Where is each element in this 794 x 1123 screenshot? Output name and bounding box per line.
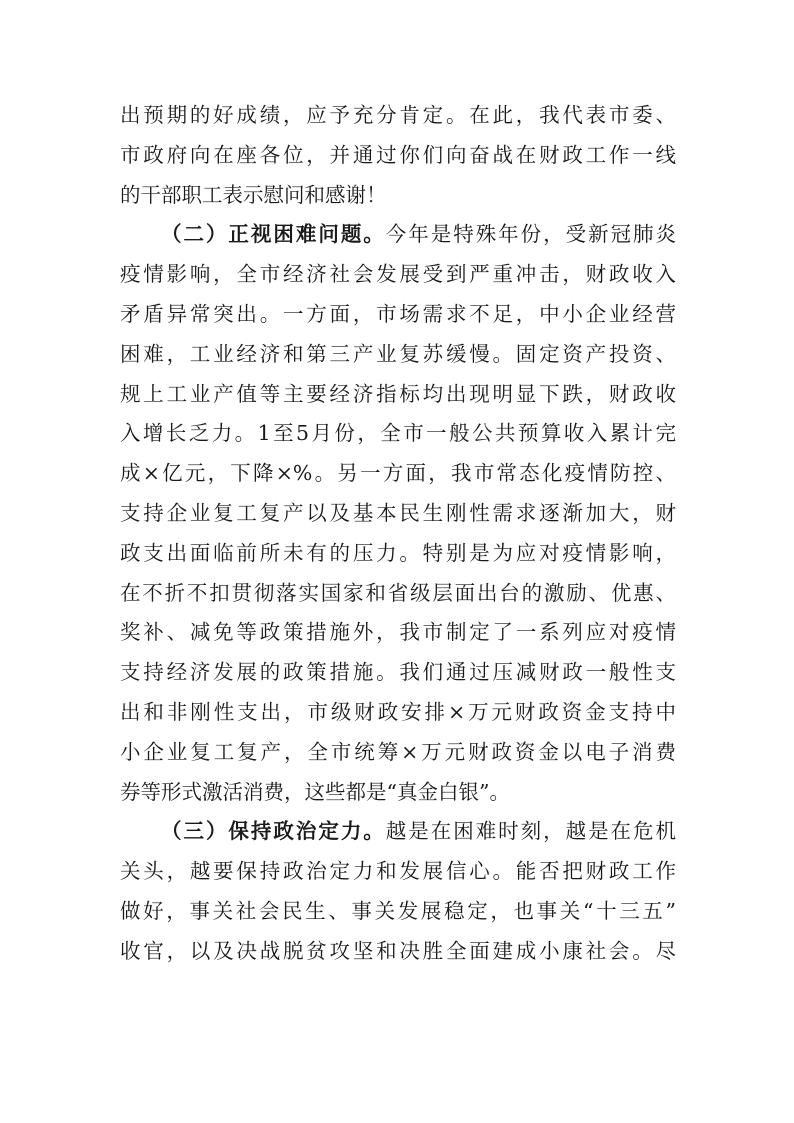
text-line: 小企业复工复产，全市统筹×万元财政资金以电子消费	[120, 739, 676, 764]
text-line: 做好，事关社会民生、事关发展稳定，也事关“十三五”	[120, 898, 676, 923]
document-body	[120, 96, 676, 972]
section-heading-2: （二）正视困难问题。	[161, 222, 386, 247]
text-line: 出预期的好成绩，应予充分肯定。在此，我代表市委、	[120, 103, 676, 127]
paragraph-3	[120, 812, 676, 971]
text-line: 成×亿元，下降×%。另一方面，我市常态化疫情防控、	[120, 461, 676, 486]
text-line	[120, 812, 676, 852]
paragraph-2	[120, 215, 676, 812]
text-line: 市政府向在座各位，并通过你们向奋战在财政工作一线	[120, 142, 676, 167]
text-line: 入增长乏力。1至5月份，全市一般公共预算收入累计完	[120, 421, 676, 446]
text-line: 奖补、减免等政策措施外，我市制定了一系列应对疫情	[120, 620, 676, 645]
text-line: 在不折不扣贯彻落实国家和省级层面出台的激励、优惠、	[120, 580, 676, 605]
text-line-rest: 越是在困难时刻，越是在危机	[385, 819, 677, 844]
text-line: 疫情影响，全市经济社会发展受到严重冲击，财政收入	[120, 262, 676, 287]
text-line: 收官，以及决战脱贫攻坚和决胜全面建成小康社会。尽	[120, 938, 676, 963]
section-heading-3: （三）保持政治定力。	[161, 819, 386, 844]
text-line: 关头，越要保持政治定力和发展信心。能否把财政工作	[120, 859, 676, 884]
text-line: 困难，工业经济和第三产业复苏缓慢。固定资产投资、	[120, 341, 676, 366]
paragraph-1	[120, 96, 676, 215]
text-line: 支持经济发展的政策措施。我们通过压减财政一般性支	[120, 660, 676, 685]
text-line-rest: 今年是特殊年份，受新冠肺炎	[385, 222, 677, 247]
text-line: 的干部职工表示慰问和感谢！	[120, 182, 387, 207]
text-line	[120, 215, 676, 255]
text-line: 规上工业产值等主要经济指标均出现明显下跌，财政收	[120, 381, 676, 406]
text-line: 券等形式激活消费，这些都是“真金白银”。	[120, 779, 510, 804]
text-line: 支持企业复工复产以及基本民生刚性需求逐渐加大，财	[120, 500, 676, 525]
text-line: 政支出面临前所未有的压力。特别是为应对疫情影响，	[120, 540, 676, 565]
text-line: 矛盾异常突出。一方面，市场需求不足，中小企业经营	[120, 301, 676, 326]
text-line: 出和非刚性支出，市级财政安排×万元财政资金支持中	[120, 699, 676, 724]
